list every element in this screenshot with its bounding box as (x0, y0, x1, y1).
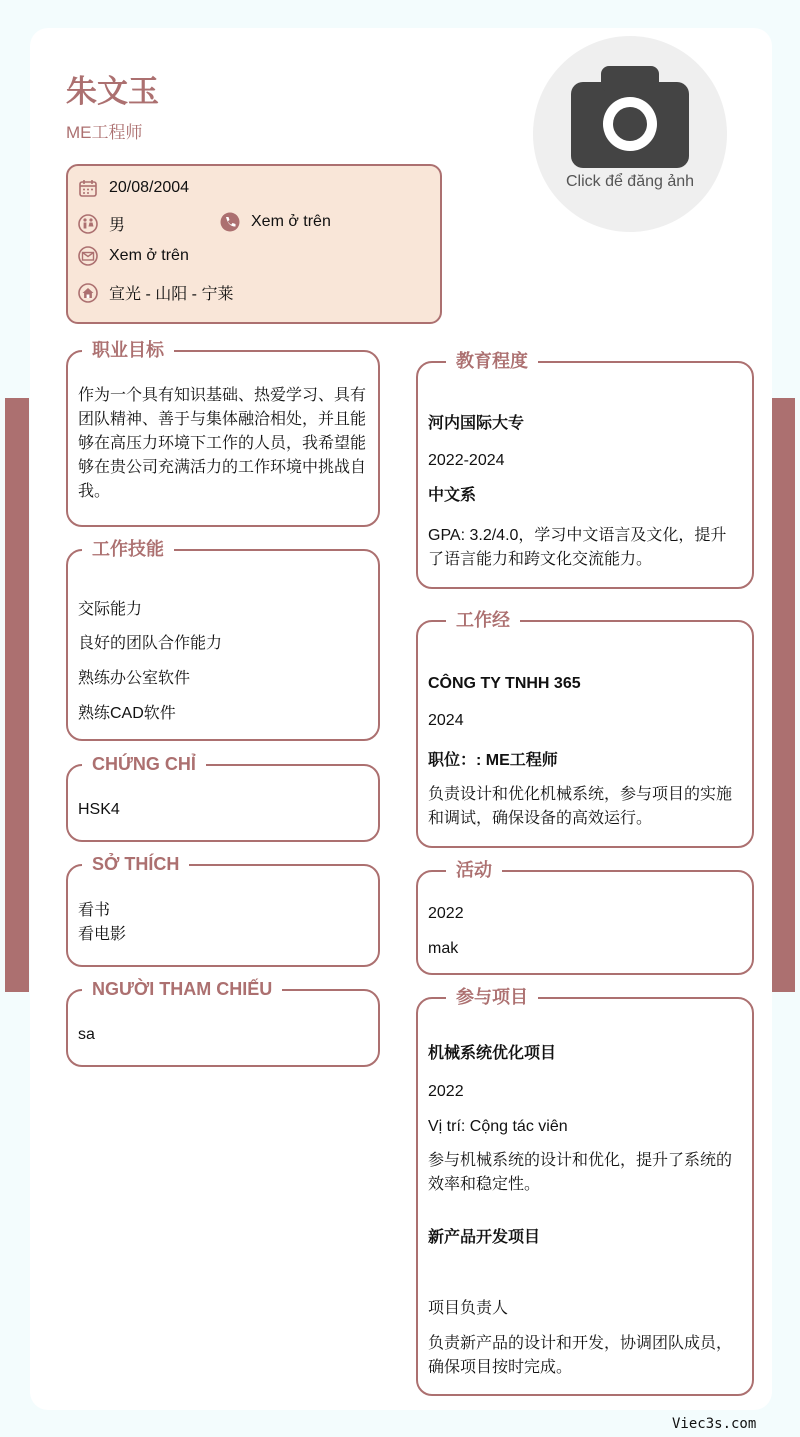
address-value: 宣光 - 山阳 - 宁莱 (109, 286, 234, 303)
education-description: GPA: 3.2/4.0，学习中文语言及文化，提升了语言能力和跨文化交流能力。 (428, 527, 727, 568)
watermark: Viec3s.com (672, 1416, 757, 1432)
section-certificates (66, 754, 380, 842)
education-major: 中文系 (428, 487, 477, 504)
project-role: Vị trí: Cộng tác viên (428, 1118, 568, 1135)
section-title-objective: 职业目标 (82, 338, 174, 362)
section-references (66, 979, 380, 1067)
contact-info-box (66, 164, 442, 324)
section-title-activities: 活动 (446, 858, 502, 882)
candidate-name: 朱文玉 (66, 74, 159, 110)
education-years: 2022-2024 (428, 452, 505, 469)
camera-icon (571, 64, 689, 168)
phone-icon (220, 212, 240, 232)
project-description: 负责新产品的设计和开发，协调团队成员，确保项目按时完成。 (428, 1335, 733, 1376)
hobby-item: 看电影 (78, 926, 127, 943)
objective-text: 作为一个具有知识基础、热爱学习、具有团队精神、善于与集体融洽相处，并且能够在高压力环境下工作的人员，我希望能够在贵公司充满活力的工作环境中挑战自我。 (78, 387, 367, 500)
section-projects (416, 987, 754, 1396)
project-year: 2022 (428, 1083, 464, 1100)
section-education (416, 351, 754, 589)
section-experience (416, 610, 754, 848)
decor-band-left (5, 398, 29, 992)
email-value: Xem ở trên (109, 247, 189, 264)
experience-year: 2024 (428, 712, 464, 729)
phone-value: Xem ở trên (251, 213, 331, 230)
skill-item: 交际能力 (78, 601, 143, 618)
experience-role: 职位：: ME工程师 (428, 752, 558, 769)
skill-item: 熟练CAD软件 (78, 705, 176, 722)
photo-upload[interactable] (533, 36, 727, 232)
references-text: sa (78, 1026, 95, 1043)
section-title-education: 教育程度 (446, 349, 538, 373)
email-icon (78, 246, 98, 266)
gender-icon (78, 214, 98, 234)
address-row (78, 281, 233, 304)
decor-band-right (772, 398, 795, 992)
project-role: 项目负责人 (428, 1300, 509, 1317)
section-title-experience: 工作经 (446, 608, 520, 632)
gender-value: 男 (109, 217, 126, 234)
section-title-skills: 工作技能 (82, 537, 174, 561)
candidate-position: ME工程师 (66, 123, 143, 142)
experience-description: 负责设计和优化机械系统，参与项目的实施和调试，确保设备的高效运行。 (428, 786, 733, 827)
dob-row (78, 178, 189, 198)
experience-company: CÔNG TY TNHH 365 (428, 675, 581, 692)
section-objective (66, 340, 380, 527)
section-skills (66, 539, 380, 741)
activity-text: mak (428, 940, 459, 957)
skill-item: 良好的团队合作能力 (78, 635, 223, 652)
dob-value: 20/08/2004 (109, 179, 190, 196)
section-title-hobbies: SỞ THÍCH (82, 852, 189, 876)
project-description: 参与机械系统的设计和优化，提升了系统的效率和稳定性。 (428, 1152, 733, 1193)
activity-year: 2022 (428, 905, 464, 922)
section-hobbies (66, 854, 380, 967)
project-name: 机械系统优化项目 (428, 1045, 557, 1062)
hobby-item: 看书 (78, 902, 111, 919)
project-name: 新产品开发项目 (428, 1229, 541, 1246)
certificate-item: HSK4 (78, 801, 120, 818)
home-icon (78, 283, 98, 303)
email-row (78, 246, 189, 266)
skill-item: 熟练办公室软件 (78, 670, 191, 687)
section-activities (416, 860, 754, 975)
calendar-icon (78, 178, 98, 198)
section-title-references: NGƯỜI THAM CHIẾU (82, 977, 282, 1001)
gender-row (78, 212, 125, 235)
section-title-certificates: CHỨNG CHỈ (82, 752, 206, 776)
phone-row (220, 212, 331, 232)
section-title-projects: 参与项目 (446, 985, 538, 1009)
education-school: 河内国际大专 (428, 415, 525, 432)
photo-upload-label: Click để đăng ảnh (565, 173, 695, 190)
